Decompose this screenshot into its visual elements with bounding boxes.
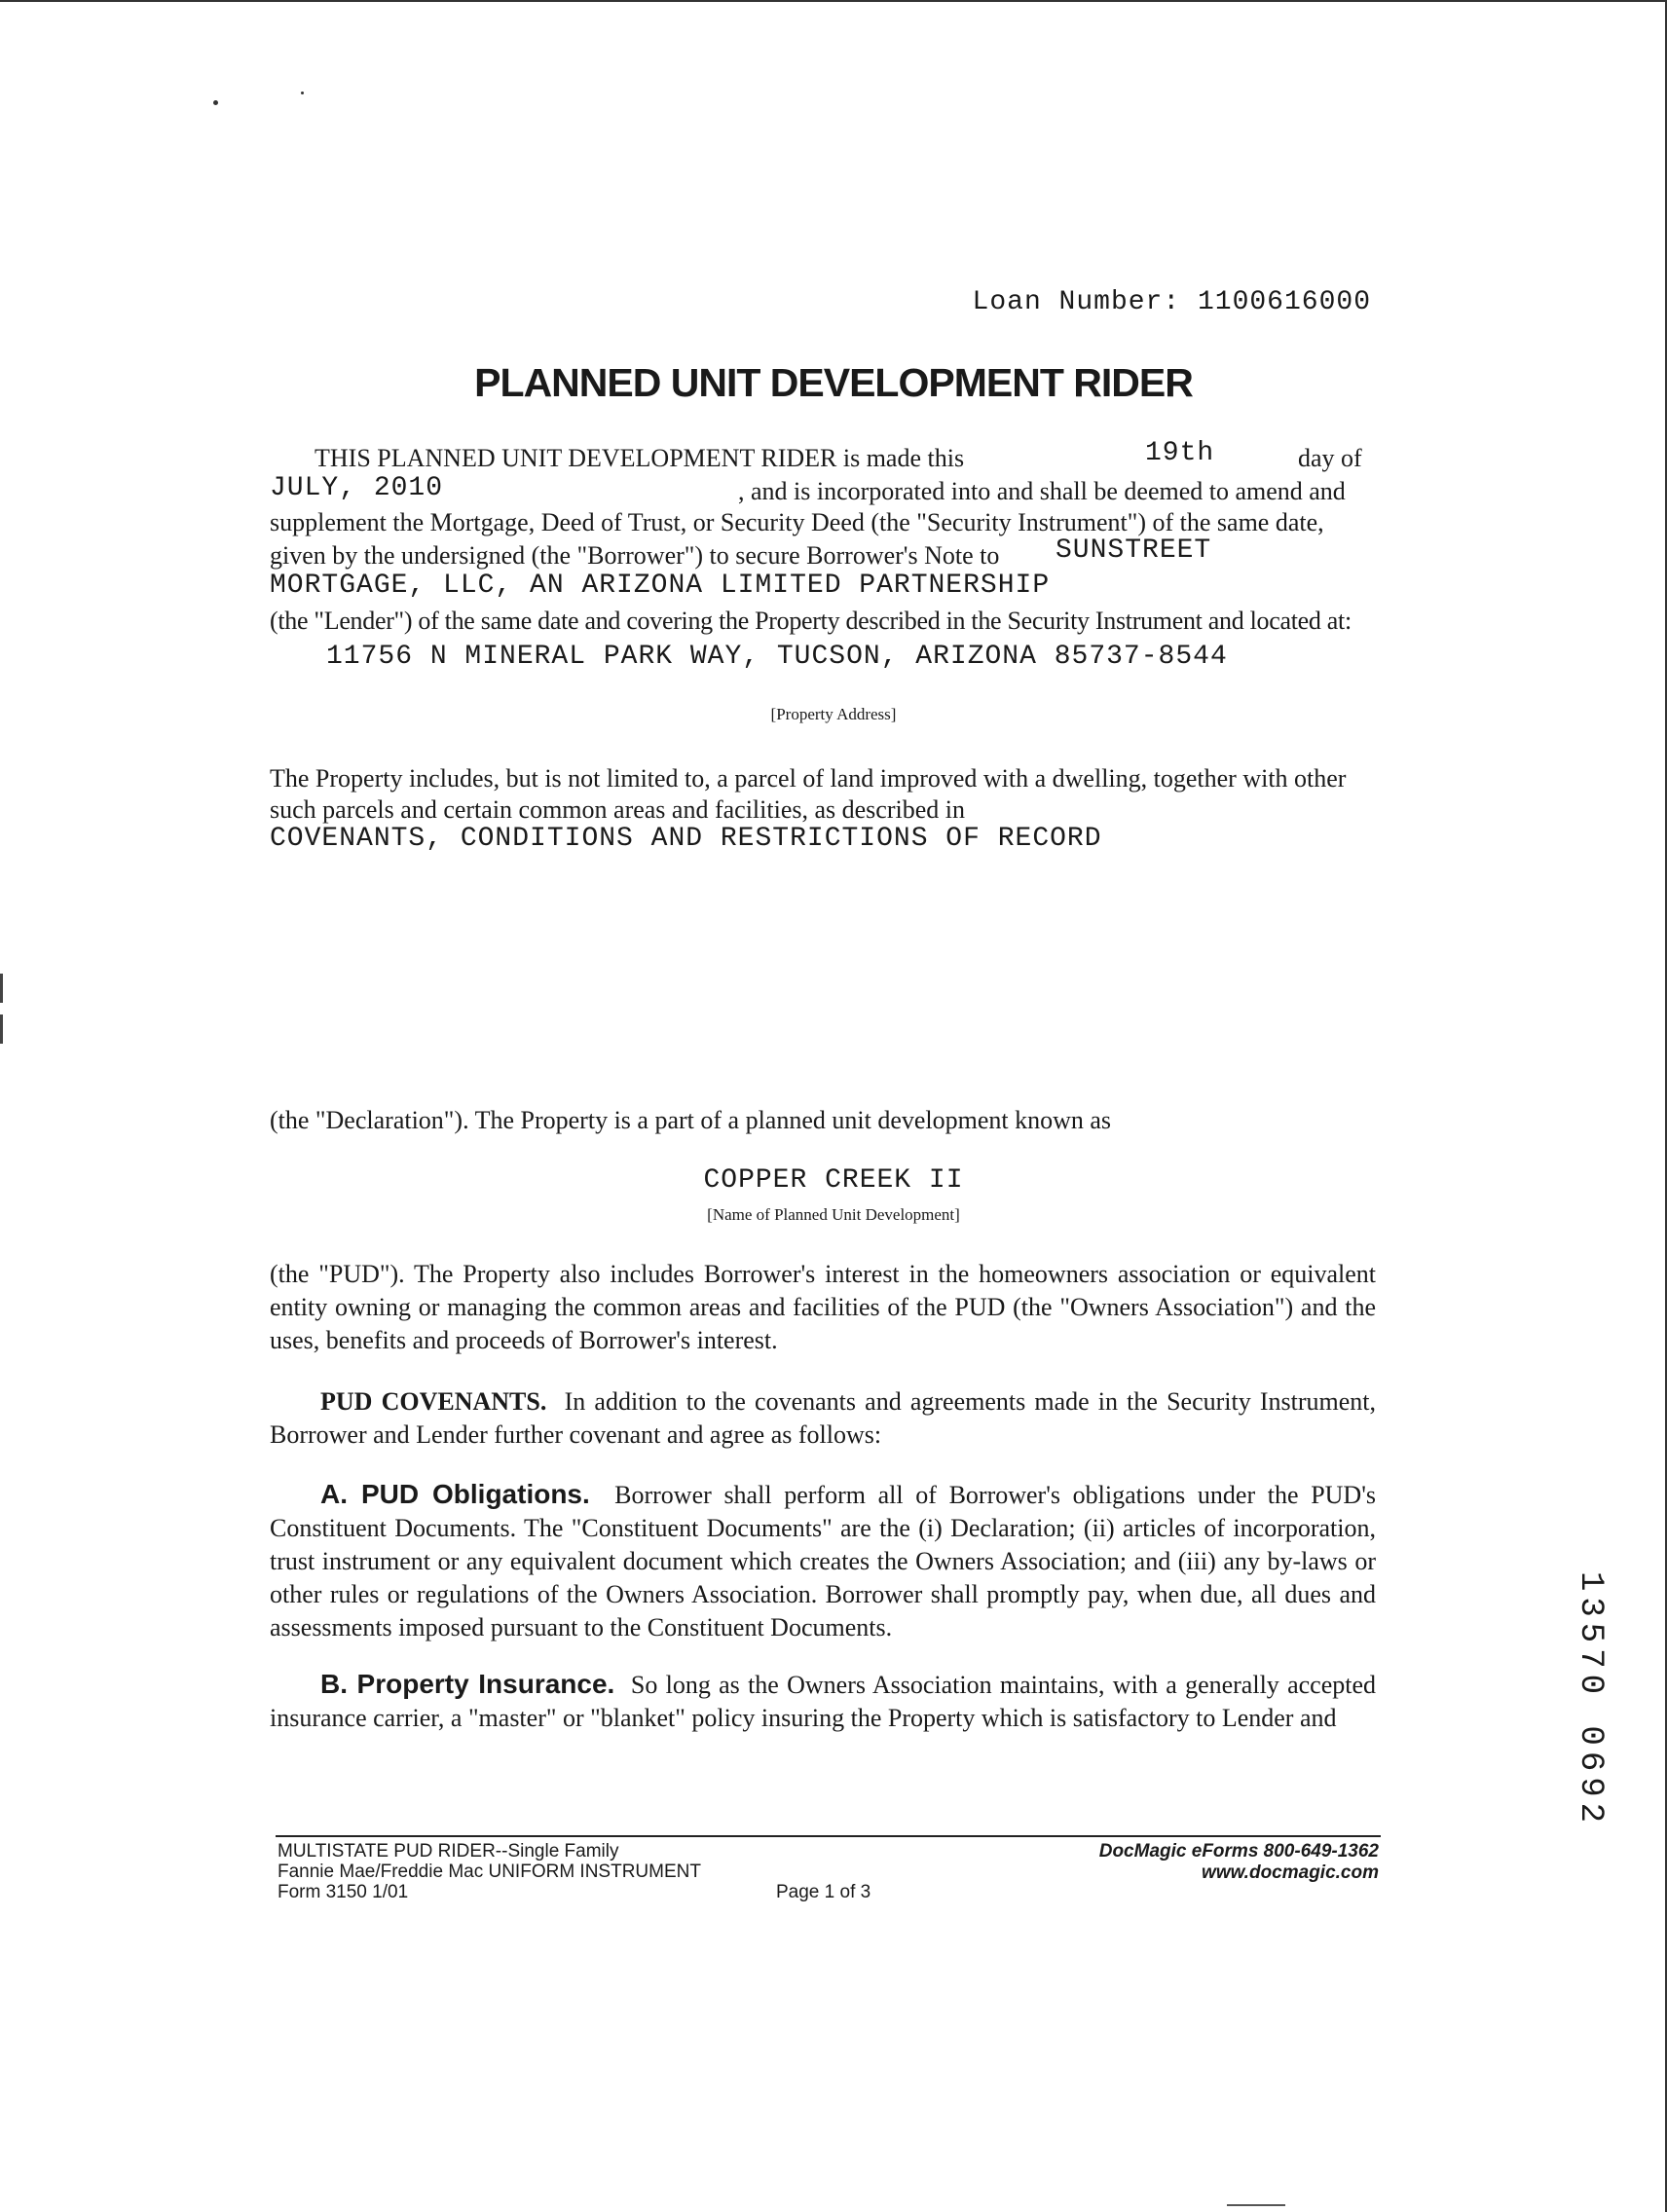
document-title: PLANNED UNIT DEVELOPMENT RIDER — [474, 360, 1193, 405]
pud-name-fill: COPPER CREEK II — [703, 1165, 964, 1196]
recording-stamp-text: 13570 0692 — [1572, 1571, 1609, 1829]
property-address-fill: 11756 N MINERAL PARK WAY, TUCSON, ARIZONA 85737-8544 — [326, 642, 1228, 672]
day-of-label: day of — [1298, 444, 1362, 472]
footer-rule — [276, 1835, 1381, 1837]
declaration-fill: COVENANTS, CONDITIONS AND RESTRICTIONS OF RECORD — [270, 824, 1102, 854]
day-fill: 19th — [1145, 438, 1215, 468]
property-address-caption: [Property Address] — [770, 705, 897, 723]
lender-fill-2: MORTGAGE, LLC, AN ARIZONA LIMITED PARTNERSHIP — [270, 571, 1051, 601]
intro-line-6: (the "Lender") of the same date and covering the Property described in the Security Instrument and located at: — [270, 607, 1352, 635]
pud-name-caption: [Name of Planned Unit Development] — [707, 1205, 960, 1224]
pud-paragraph: (the "PUD"). The Property also includes Borrower's interest in the homeowners association or equivalent entity owning or managing the common areas and facilities of the PUD (the "Owners Association") and the uses, benefits and proceeds of Borrower's interest. — [270, 1260, 1376, 1354]
property-line-1: The Property includes, but is not limited to, a parcel of land improved with a dwelling, together with other — [270, 764, 1347, 793]
pud-covenants-text: In addition to the covenants and agreements made in the Security Instrument, Borrower and Lender further covenant and agree as follows: — [270, 1387, 1377, 1449]
section-b-heading: B. Property Insurance. — [320, 1669, 615, 1699]
intro-line-4: given by the undersigned (the "Borrower") to secure Borrower's Note to — [270, 541, 1000, 570]
footer-docmagic: DocMagic eForms 800-649-1362 — [1098, 1841, 1379, 1862]
property-line-2: such parcels and certain common areas and facilities, as described in — [270, 795, 965, 824]
footer-page-number: Page 1 of 3 — [776, 1882, 871, 1902]
pud-covenants — [270, 1385, 1376, 1452]
scan-mark — [0, 974, 3, 1003]
declaration-line: (the "Declaration"). The Property is a part of a planned unit development known as — [270, 1106, 1112, 1134]
footer-instrument: Fannie Mae/Freddie Mac UNIFORM INSTRUMENT — [278, 1862, 701, 1882]
intro-line-3: supplement the Mortgage, Deed of Trust, or Security Deed (the "Security Instrument") of the same date, — [270, 508, 1324, 536]
lender-fill-1: SUNSTREET — [1056, 535, 1212, 566]
section-b — [270, 1668, 1376, 1735]
footer-form-name: MULTISTATE PUD RIDER--Single Family — [278, 1841, 619, 1862]
scan-mark — [0, 1014, 3, 1044]
section-a-heading: A. PUD Obligations. — [320, 1479, 590, 1509]
intro-line-1: THIS PLANNED UNIT DEVELOPMENT RIDER is made this — [315, 444, 965, 472]
pud-covenants-heading: PUD COVENANTS. — [320, 1387, 547, 1416]
section-b-text: So long as the Owners Association maintains, with a generally accepted insurance carrier, a "master" or "blanket" policy insuring the Property which is satisfactory to Lender and — [270, 1671, 1377, 1732]
section-a-text: Borrower shall perform all of Borrower's obligations under the PUD's Constituent Documents. The "Constituent Documents" are the (i) Declaration; (ii) articles of incorporation, trust instrument or any equivalent document which creates the Owners Association; and (iii) any by-laws or other rules or regulations of the Owners Association. Borrower shall promptly pay, when due, all dues and assessments imposed pursuant to the Constituent Documents. — [270, 1481, 1377, 1641]
footer-form-number: Form 3150 1/01 — [278, 1882, 409, 1902]
footer-website: www.docmagic.com — [1202, 1862, 1379, 1883]
scan-speck — [301, 92, 304, 94]
recording-stamp — [1574, 1571, 1612, 1844]
intro-line-2: , and is incorporated into and shall be deemed to amend and — [738, 477, 1346, 505]
scan-speck — [213, 100, 218, 105]
scan-mark — [1227, 2204, 1285, 2206]
loan-number: Loan Number: 1100616000 — [972, 287, 1371, 317]
section-a — [270, 1478, 1376, 1644]
date-fill: JULY, 2010 — [270, 473, 444, 503]
